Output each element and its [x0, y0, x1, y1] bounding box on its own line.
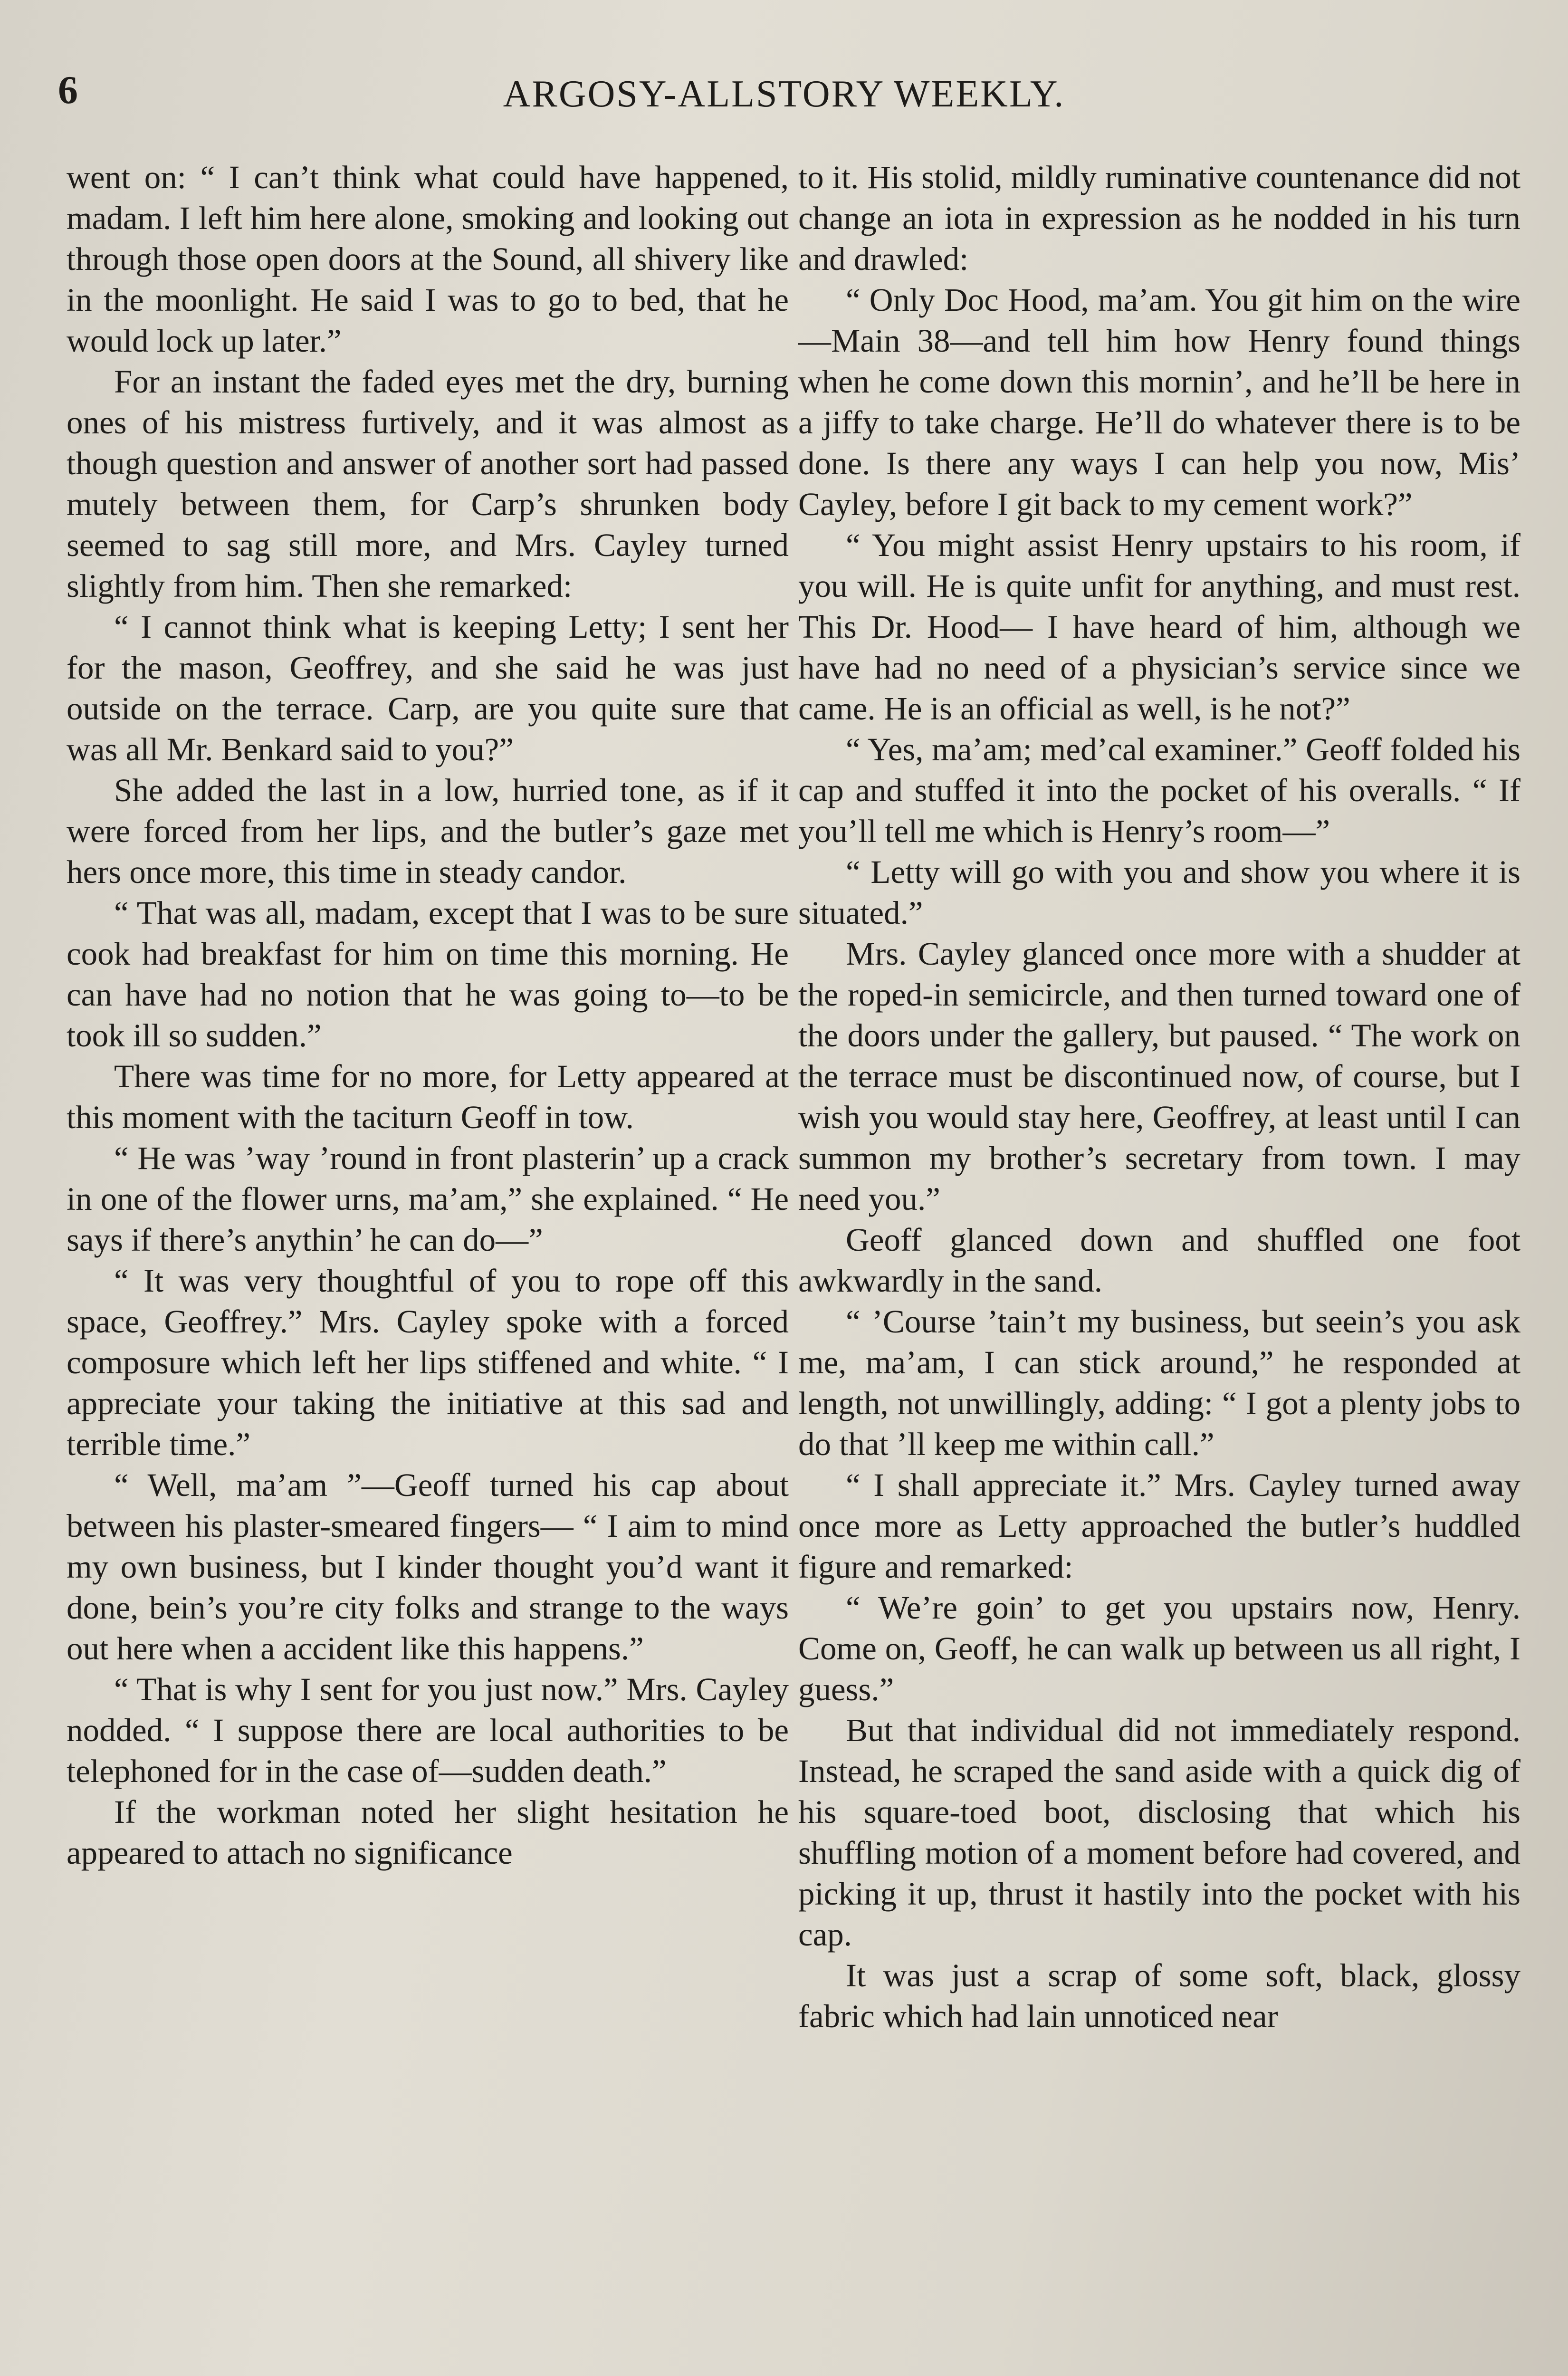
- paragraph: She added the last in a low, hurried tone, as if it were forced from her lips, and the butler’s gaze met hers once more, this time in steady candor.: [67, 772, 789, 890]
- page-number: 6: [58, 68, 78, 112]
- paragraph: If the workman noted her slight hesitation he appeared to attach no significance: [67, 1794, 789, 1871]
- paragraph: Mrs. Cayley glanced once more with a shudder at the roped-in semicircle, and then turned toward one of the doors under the gallery, but paused. “ The work on the terrace must be discontinued now, of course, but I wish you would stay here, Geoffrey, at least until I can summon my brother’s secretary from town. I may need you.”: [798, 936, 1520, 1217]
- paragraph: It was just a scrap of some soft, black, glossy fabric which had lain unnoticed near: [798, 1957, 1520, 2034]
- running-head: ARGOSY-ALLSTORY WEEKLY.: [503, 73, 1065, 115]
- paragraph: But that individual did not immediately respond. Instead, he scraped the sand aside with a quick dig of his square-toed boot, disclosing that which his shuffling motion of a moment before had covered, and picking it up, thrust it hastily into the pocket with his cap.: [798, 1712, 1520, 1953]
- paragraph: “ You might assist Henry upstairs to his room, if you will. He is quite unfit for anything, and must rest. This Dr. Hood— I have heard of him, although we have had no need of a physician’s service since we came. He is an official as well, is he not?”: [798, 527, 1520, 727]
- paragraph: “ That was all, madam, except that I was to be sure cook had breakfast for him on time this morning. He can have had no notion that he was going to—to be took ill so sudden.”: [67, 895, 789, 1054]
- paragraph: “ He was ’way ’round in front plasterin’ up a crack in one of the flower urns, ma’am,” she explained. “ He says if there’s anythin’ he can do—”: [67, 1140, 789, 1258]
- right-column: [798, 157, 1520, 2037]
- paragraph: Geoff glanced down and shuffled one foot awkwardly in the sand.: [798, 1222, 1520, 1299]
- paragraph: “ We’re goin’ to get you upstairs now, Henry. Come on, Geoff, he can walk up between us all right, I guess.”: [798, 1590, 1520, 1707]
- paragraph: There was time for no more, for Letty appeared at this moment with the taciturn Geoff in tow.: [67, 1058, 789, 1135]
- paragraph: “ That is why I sent for you just now.” Mrs. Cayley nodded. “ I suppose there are local authorities to be telephoned for in the case of—sudden death.”: [67, 1671, 789, 1789]
- paragraph: “ ’Course ’tain’t my business, but seein’s you ask me, ma’am, I can stick around,” he responded at length, not unwillingly, adding: “ I got a plenty jobs to do that ’ll keep me within call.”: [798, 1303, 1520, 1462]
- paragraph: went on: “ I can’t think what could have happened, madam. I left him here alone, smoking and looking out through those open doors at the Sound, all shivery like in the moonlight. He said I was to go to bed, that he would lock up later.”: [67, 159, 789, 359]
- paragraph: “ I shall appreciate it.” Mrs. Cayley turned away once more as Letty approached the butler’s huddled figure and remarked:: [798, 1467, 1520, 1585]
- paragraph: “ Well, ma’am ”—Geoff turned his cap about between his plaster-smeared fingers— “ I aim to mind my own business, but I kinder thought you’d want it done, bein’s you’re city folks and strange to the ways out here when a accident like this happens.”: [67, 1467, 789, 1667]
- paragraph: to it. His stolid, mildly ruminative countenance did not change an iota in expression as he nodded in his turn and drawled:: [798, 159, 1520, 277]
- paragraph: “ I cannot think what is keeping Letty; I sent her for the mason, Geoffrey, and she said he was just outside on the terrace. Carp, are you quite sure that was all Mr. Benkard said to you?”: [67, 609, 789, 767]
- paragraph: “ Only Doc Hood, ma’am. You git him on the wire—Main 38—and tell him how Henry found things when he come down this mornin’, and he’ll be here in a jiffy to take charge. He’ll do whatever there is to be done. Is there any ways I can help you now, Mis’ Cayley, before I git back to my cement work?”: [798, 282, 1520, 522]
- paragraph: “ Letty will go with you and show you where it is situated.”: [798, 854, 1520, 931]
- paragraph: “ Yes, ma’am; med’cal examiner.” Geoff folded his cap and stuffed it into the pocket of his overalls. “ If you’ll tell me which is Henry’s room—”: [798, 731, 1520, 849]
- left-column: [67, 157, 789, 1873]
- paragraph: “ It was very thoughtful of you to rope off this space, Geoffrey.” Mrs. Cayley spoke with a forced composure which left her lips stiffened and white. “ I appreciate your taking the initiative at this sad and terrible time.”: [67, 1263, 789, 1462]
- paragraph: For an instant the faded eyes met the dry, burning ones of his mistress furtively, and it was almost as though question and answer of another sort had passed mutely between them, for Carp’s shrunken body seemed to sag still more, and Mrs. Cayley turned slightly from him. Then she remarked:: [67, 364, 789, 604]
